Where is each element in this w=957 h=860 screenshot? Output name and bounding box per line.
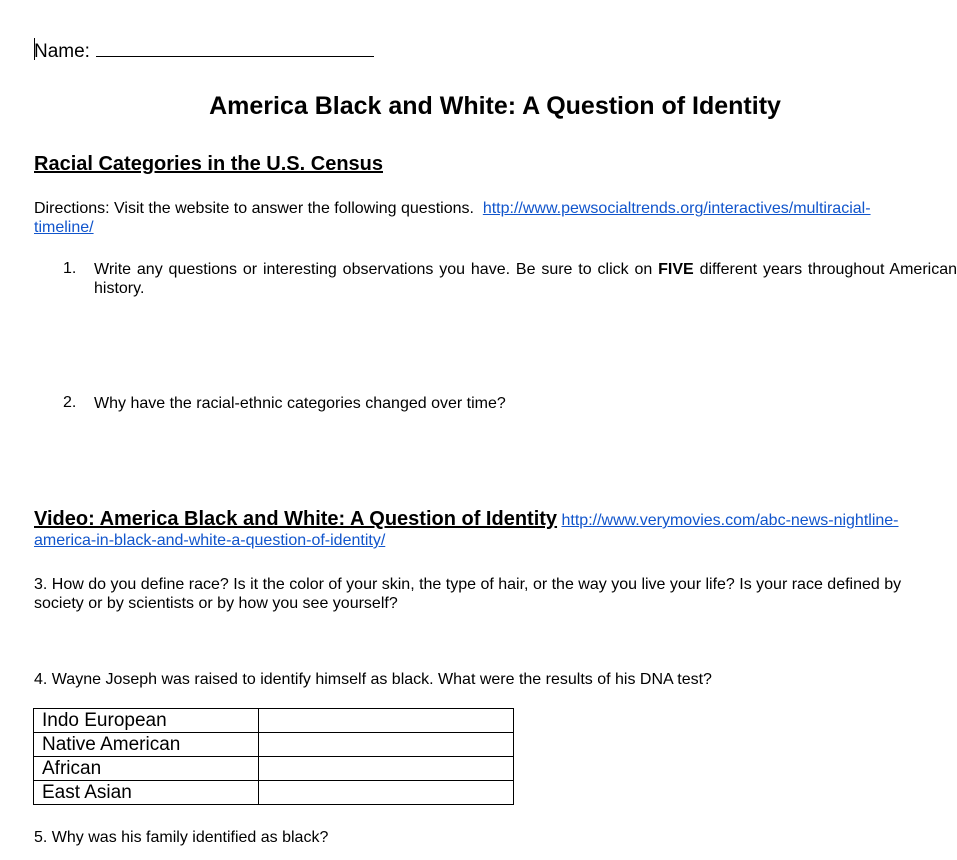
- table-cell-label: Native American: [34, 733, 259, 757]
- table-cell-label: African: [34, 757, 259, 781]
- section-heading-census: Racial Categories in the U.S. Census: [34, 153, 383, 175]
- table-row: [34, 733, 514, 757]
- question-1-text-before: Write any questions or interesting observations you have. Be sure to click on: [94, 261, 653, 278]
- question-3-line2: society or by scientists or by how you see yourself?: [34, 595, 398, 612]
- question-2-number: 2.: [63, 394, 77, 411]
- question-1-emphasis: FIVE: [658, 261, 694, 278]
- table-row: [34, 781, 514, 805]
- question-4: 4. Wayne Joseph was raised to identify himself as black. What were the results of his DNA test?: [34, 671, 712, 688]
- directions-text: Directions: Visit the website to answer the following questions.: [34, 200, 474, 217]
- verymovies-link-part1[interactable]: http://www.verymovies.com/abc-news-nightline-: [561, 512, 899, 529]
- table-row: [34, 757, 514, 781]
- question-5: 5. Why was his family identified as black?: [34, 829, 329, 846]
- question-3-line1: 3. How do you define race? Is it the color of your skin, the type of hair, or the way you live your life? Is your race defined by: [34, 576, 902, 593]
- verymovies-link-part2[interactable]: america-in-black-and-white-a-question-of-identity/: [34, 532, 386, 549]
- table-cell-answer[interactable]: [259, 733, 514, 757]
- directions-paragraph: [34, 199, 934, 237]
- name-label: Name:: [34, 41, 90, 62]
- table-cell-answer[interactable]: [259, 781, 514, 805]
- question-1-text-after: different years throughout: [699, 261, 885, 278]
- name-blank-line[interactable]: [96, 38, 374, 57]
- name-field[interactable]: [34, 38, 374, 63]
- table-row: [34, 709, 514, 733]
- video-heading-block: [34, 509, 934, 551]
- table-cell-answer[interactable]: [259, 757, 514, 781]
- question-3: [34, 575, 957, 613]
- table-cell-label: Indo European: [34, 709, 259, 733]
- document-title: America Black and White: A Question of Identity: [209, 92, 781, 120]
- table-cell-label: East Asian: [34, 781, 259, 805]
- pew-link-part1[interactable]: http://www.pewsocialtrends.org/interactives/multiracial-: [482, 200, 871, 217]
- question-1-number: 1.: [63, 260, 77, 277]
- section-heading-video: Video: America Black and White: A Question of Identity: [34, 508, 558, 530]
- question-2-text: Why have the racial-ethnic categories changed over time?: [94, 395, 506, 412]
- question-1-text: [94, 260, 957, 298]
- table-cell-answer[interactable]: [259, 709, 514, 733]
- question-1-text-line2: American history.: [94, 261, 957, 297]
- dna-results-table: [33, 708, 514, 805]
- pew-link-part2[interactable]: timeline/: [34, 219, 94, 236]
